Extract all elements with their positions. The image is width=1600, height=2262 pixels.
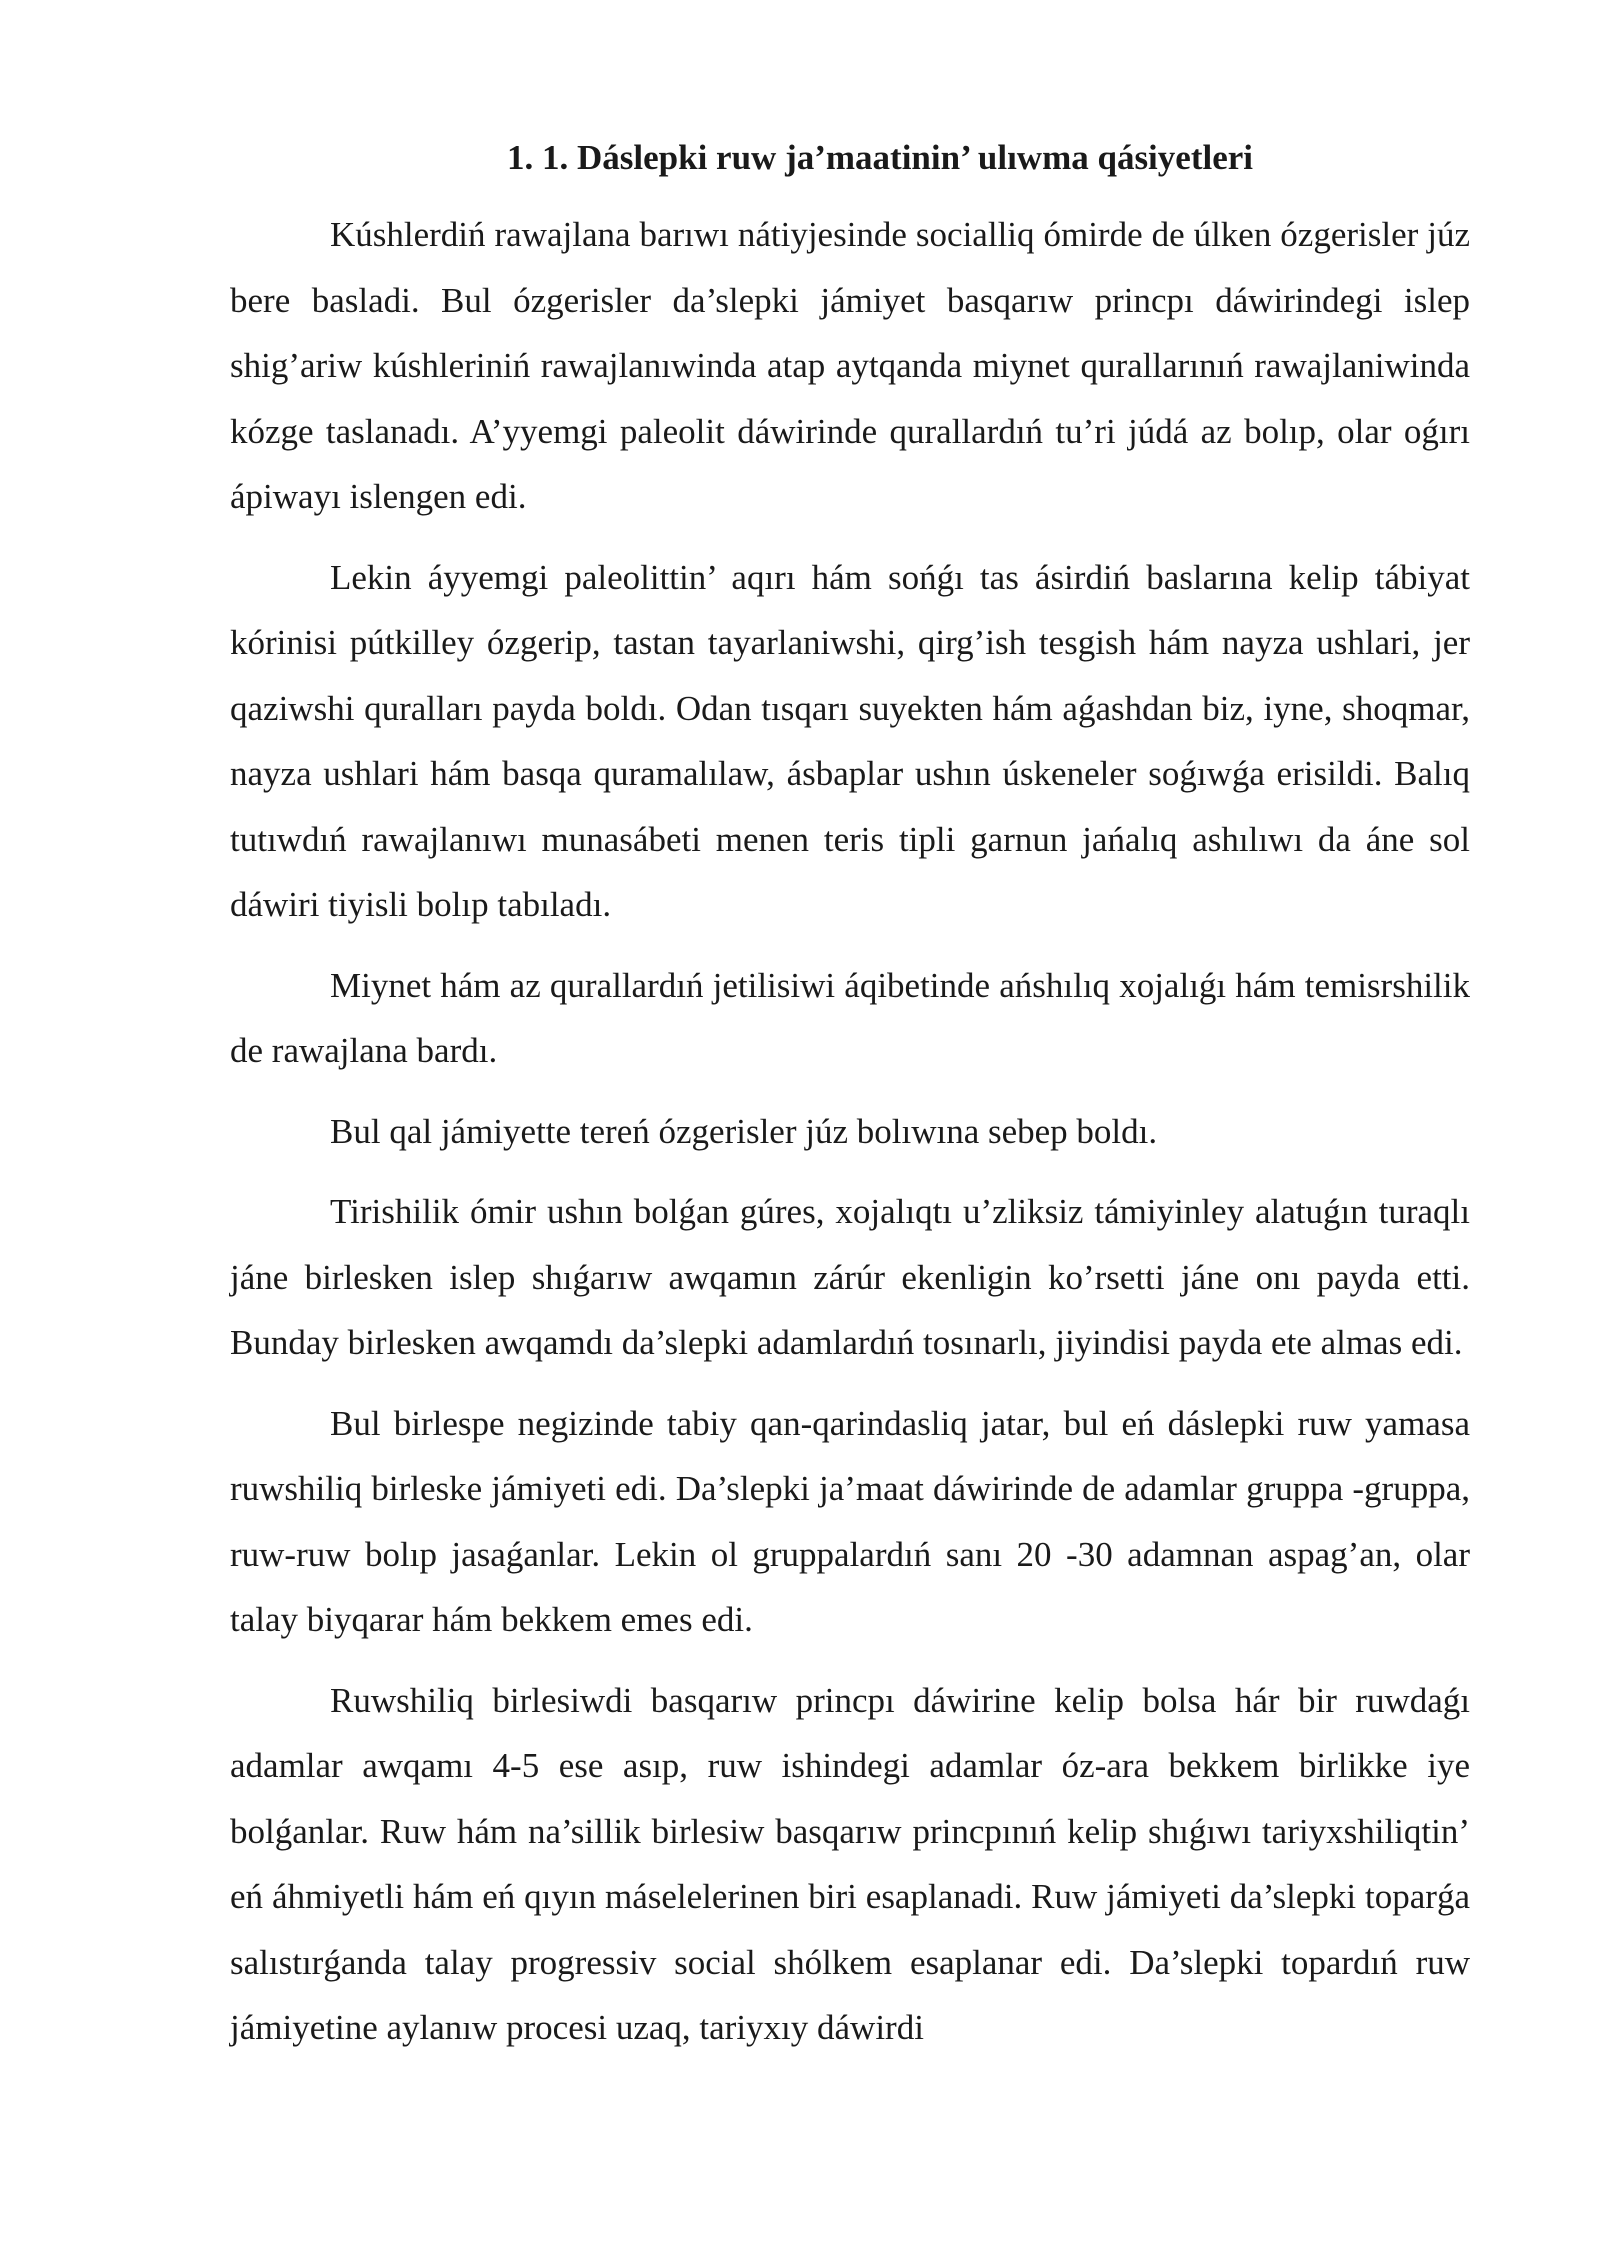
section-heading: 1. 1. Dáslepki ruw ja’maatinin’ ulıwma qásiyetleri	[506, 138, 1253, 177]
paragraph: Bul birlespe negizinde tabiy qan-qarindasliq jatar, bul eń dáslepki ruw yamasa ruwshiliq birleske jámiyeti edi. Da’slepki ja’maat dáwirinde de adamlar gruppa -gruppa, ruw-ruw bolıp jasaǵanlar. Lekin ol gruppalardıń sanı 20 -30 adamnan aspag’an, olar talay biyqarar hám bekkem emes edi.	[230, 1403, 1470, 1639]
paragraph: Lekin áyyemgi paleolittin’ aqırı hám sońǵı tas ásirdiń baslarına kelip tábiyat kórinisi pútkilley ózgerip, tastan tayarlaniwshi, qirg’ish tesgish hám nayza ushlari, jer qaziwshi quralları payda boldı. Odan tısqarı suyekten hám aǵashdan biz, iyne, shoqmar, nayza ushlari hám basqa quramalılaw, ásbaplar ushın úskeneler soǵıwǵa erisildi. Balıq tutıwdıń rawajlanıwı munasábeti menen teris tipli garnun jańalıq ashılıwı da áne sol dáwiri tiyisli bolıp tabıladı.	[230, 557, 1470, 924]
paragraph: Bul qal jámiyette tereń ózgerisler júz bolıwına sebep boldı.	[330, 1111, 1158, 1151]
paragraph: Ruwshiliq birlesiwdi basqarıw princpı dáwirine kelip bolsa hár bir ruwdaǵı adamlar awqamı 4-5 ese asıp, ruw ishindegi adamlar óz-ara bekkem birlikke iye bolǵanlar. Ruw hám na’sillik birlesiw basqarıw princpınıń kelip shıǵıwı tariyxshiliqtin’ eń áhmiyetli hám eń qıyın máselelerinen biri esaplanadi. Ruw jámiyeti da’slepki toparǵa salıstırǵanda talay progressiv social shólkem esaplanar edi. Da’slepki topardıń ruw jámiyetine aylanıw procesi uzaq, tariyxıy dáwirdi	[230, 1680, 1470, 2047]
document-body	[230, 128, 1470, 2076]
paragraph: Miynet hám az qurallardıń jetilisiwi áqibetinde ańshılıq xojalıǵı hám temisrshilik de rawajlana bardı.	[230, 965, 1470, 1070]
paragraph: Kúshlerdiń rawajlana barıwı nátiyjesinde socialliq ómirde de úlken ózgerisler júz bere basladi. Bul ózgerisler da’slepki jámiyet basqarıw princpı dáwirindegi islep shig’ariw kúshleriniń rawajlanıwinda atap aytqanda miynet qurallarınıń rawajlaniwinda kózge taslanadı. A’yyemgi paleolit dáwirinde qurallardıń tu’ri júdá az bolıp, olar oǵırı ápiwayı islengen edi.	[230, 215, 1470, 516]
paragraph: Tirishilik ómir ushın bolǵan gúres, xojalıqtı u’zliksiz támiyinley alatuǵın turaqlı jáne birlesken islep shıǵarıw awqamın zárúr ekenligin ko’rsetti jáne onı payda etti. Bunday birlesken awqamdı da’slepki adamlardıń tosınarlı, jiyindisi payda ete almas edi.	[230, 1192, 1470, 1362]
